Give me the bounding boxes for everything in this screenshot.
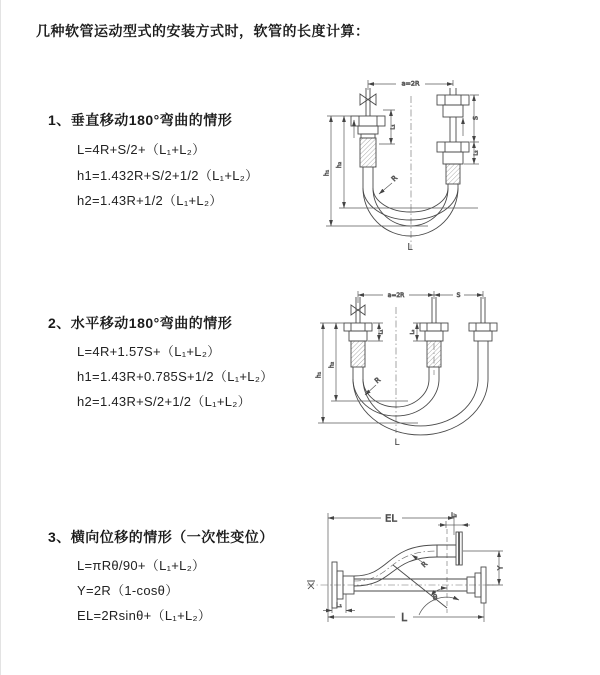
dim-label-Y: Y: [496, 565, 505, 571]
braided-hose-section: [360, 138, 376, 167]
dim-label-h2: h₂: [328, 361, 336, 369]
braided-hose-section: [427, 341, 441, 367]
valve-icon: [358, 305, 365, 315]
section1-formula-L: L=4R+S/2+（L₁+L₂）: [77, 142, 206, 157]
diagram-horizontal-180-bend: [313, 283, 585, 453]
dimension-L1: [379, 110, 397, 144]
dim-label-h1: h₁: [315, 371, 323, 379]
dimension-L2: [464, 142, 480, 164]
dim-label-R: R: [390, 174, 400, 184]
flange-plate: [460, 532, 463, 565]
dim-label-L2: L₂: [410, 329, 416, 335]
hex-nut: [443, 152, 463, 164]
dim-label-L1: L₁: [378, 329, 385, 335]
dim-label-R: R: [420, 560, 430, 570]
dim-label-S: S: [471, 115, 480, 121]
upper-flange-assembly: [437, 532, 462, 565]
section1-formula-h1: h1=1.432R+S/2+1/2（L₁+L₂）: [77, 168, 259, 183]
angle-construction: [393, 565, 447, 608]
hex-nut: [425, 331, 443, 341]
flange: [351, 116, 385, 126]
dimension-L1: [368, 323, 385, 341]
dim-label-h1: h₁: [323, 169, 331, 177]
left-pipe-assembly: [351, 88, 385, 167]
hex-nut: [349, 331, 367, 341]
section3-formula-L: L=πRθ/90+（L₁+L₂）: [77, 558, 206, 573]
flange: [344, 323, 372, 331]
centerline: [396, 307, 434, 433]
left-pipe-assembly: [344, 297, 372, 379]
section3-heading: 3、横向位移的情形（一次性变位）: [48, 529, 274, 545]
dim-label-R: R: [373, 375, 383, 386]
dim-label-L2: L₂: [473, 150, 480, 156]
dimension-EL: [328, 513, 454, 622]
section2-heading: 2、水平移动180°弯曲的情形: [48, 315, 233, 331]
angle-label-theta: θ: [432, 593, 438, 602]
flange: [469, 323, 497, 331]
dim-label-a2R: a=2R: [387, 292, 405, 299]
flange: [420, 323, 448, 331]
dimension-S: [470, 95, 480, 142]
dimension-a2R: [358, 291, 483, 303]
motion-arrows: [354, 118, 463, 138]
middle-pipe-assembly: [420, 297, 448, 379]
dimension-a2R: [368, 79, 453, 90]
flange: [437, 95, 469, 105]
dim-label-S: S: [456, 292, 461, 299]
braided-hose-section: [351, 341, 365, 367]
dimension-h2: [327, 116, 478, 208]
dim-label-h2: h₂: [336, 161, 343, 169]
valve-icon: [351, 305, 358, 315]
valve-icon: [360, 94, 368, 105]
braided-hose-section: [446, 164, 460, 184]
section2-formula-L: L=4R+1.57S+（L₁+L₂）: [77, 344, 221, 359]
dim-label-L-total: L: [407, 242, 413, 253]
section1-heading: 1、垂直移动180°弯曲的情形: [48, 112, 233, 128]
dim-label-L1: L₁: [390, 124, 397, 130]
hex-nut: [474, 331, 492, 341]
right-pipe-assembly: [437, 88, 469, 184]
flange-plate: [456, 532, 459, 565]
section2-formula-h1: h1=1.43R+0.785S+1/2（L₁+L₂）: [77, 369, 274, 384]
radius-callout: [379, 174, 399, 194]
page-title: 几种软管运动型式的安装方式时，软管的长度计算：: [36, 23, 370, 39]
dimension-L: [328, 603, 484, 624]
dim-label-a2R: a=2R: [401, 79, 420, 88]
dim-label-L-total: L: [401, 612, 407, 624]
section1-formula-h2: h2=1.43R+1/2（L₁+L₂）: [77, 193, 223, 208]
dim-label-L2: L₂: [451, 512, 457, 519]
right-pipe-assembly: [469, 297, 497, 379]
hex-nut: [358, 126, 378, 134]
dimension-L2: [410, 323, 425, 341]
dimension-S: [434, 292, 483, 300]
dim-label-EL: EL: [385, 513, 397, 525]
radius-callout: [365, 376, 382, 395]
dim-label-L1: L₁: [336, 602, 342, 609]
valve-icon: [368, 94, 376, 105]
section3-formula-EL: EL=2Rsinθ+（L₁+L₂）: [77, 608, 212, 623]
flange: [437, 142, 469, 152]
diagram-lateral-displacement: [299, 505, 594, 660]
dimension-Y: [463, 551, 505, 585]
diagram-vertical-180-bend: [313, 70, 568, 260]
dim-label-L-total: L: [394, 438, 400, 448]
hex-nut: [443, 105, 463, 117]
section2-formula-h2: h2=1.43R+S/2+1/2（L₁+L₂）: [77, 394, 251, 409]
section3-formula-Y: Y=2R（1-cosθ）: [77, 583, 179, 598]
